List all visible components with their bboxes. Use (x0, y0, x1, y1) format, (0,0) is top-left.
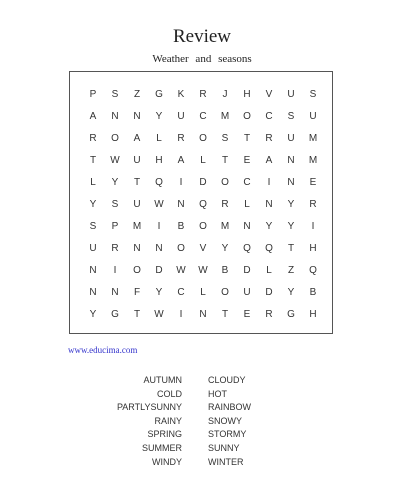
grid-letter: N (155, 243, 163, 254)
grid-letter: O (199, 221, 207, 232)
grid-letter: W (198, 265, 208, 276)
grid-letter: C (199, 111, 207, 122)
grid-letter: Y (287, 221, 295, 232)
word-list-item: COLD (156, 388, 182, 399)
grid-letter: G (111, 309, 119, 320)
word-list-item: RAINY (154, 415, 182, 426)
grid-letter: S (221, 133, 229, 144)
word-list-item: WINTER (208, 456, 244, 467)
grid-letter: N (265, 199, 273, 210)
grid-letter: R (309, 199, 317, 210)
grid-letter: I (311, 221, 315, 232)
grid-letter: P (111, 221, 119, 232)
grid-letter: Y (89, 199, 97, 210)
grid-letter: H (309, 243, 317, 254)
grid-letter: T (287, 243, 295, 254)
grid-letter: M (132, 221, 142, 232)
word-list-item: SUMMER (142, 442, 182, 453)
grid-letter: V (265, 89, 273, 100)
grid-letter: K (177, 89, 185, 100)
grid-letter: Y (287, 199, 295, 210)
grid-letter: N (199, 309, 207, 320)
grid-letter: A (177, 155, 185, 166)
grid-letter: N (287, 177, 295, 188)
letter-grid (82, 84, 324, 326)
grid-letter: R (265, 309, 273, 320)
grid-letter: N (133, 111, 141, 122)
word-list-item: PARTLYSUNNY (116, 402, 182, 413)
grid-letter: M (308, 155, 318, 166)
grid-letter: Y (265, 221, 273, 232)
word-list-item: SPRING (147, 429, 182, 440)
grid-letter: J (222, 89, 228, 100)
page-title: Review (172, 26, 232, 47)
grid-letter: D (199, 177, 207, 188)
grid-letter: W (110, 155, 120, 166)
grid-letter: N (133, 243, 141, 254)
grid-letter: N (177, 199, 185, 210)
grid-letter: N (111, 287, 119, 298)
grid-letter: U (287, 89, 295, 100)
grid-letter: G (287, 309, 295, 320)
grid-letter: Y (287, 287, 295, 298)
grid-letter: O (199, 133, 207, 144)
page-subtitle: Weather and seasons (152, 53, 252, 65)
grid-letter: F (133, 287, 141, 298)
grid-letter: O (221, 287, 229, 298)
word-list-item: STORMY (208, 429, 247, 440)
word-list-item: AUTUMN (143, 375, 182, 385)
grid-letter: E (243, 155, 251, 166)
grid-letter: R (89, 133, 97, 144)
grid-letter: T (243, 133, 251, 144)
grid-letter: U (177, 111, 185, 122)
grid-letter: O (133, 265, 141, 276)
grid-letter: B (309, 287, 317, 298)
grid-letter: O (111, 133, 119, 144)
grid-letter: M (308, 133, 318, 144)
grid-letter: T (221, 155, 229, 166)
grid-letter: I (157, 221, 161, 232)
grid-letter: U (309, 111, 317, 122)
word-search-frame (69, 71, 333, 334)
grid-letter: Y (221, 243, 229, 254)
grid-letter: M (220, 221, 230, 232)
grid-letter: H (309, 309, 317, 320)
grid-letter: N (111, 111, 119, 122)
grid-letter: N (287, 155, 295, 166)
grid-letter: I (179, 309, 183, 320)
grid-letter: S (287, 111, 295, 122)
grid-letter: Q (199, 199, 207, 210)
word-list-item: CLOUDY (208, 375, 246, 385)
word-list-item: SNOWY (208, 415, 243, 426)
grid-letter: Q (155, 177, 163, 188)
grid-letter: N (89, 265, 97, 276)
grid-letter: R (199, 89, 207, 100)
grid-letter: O (243, 111, 251, 122)
grid-letter: G (155, 89, 163, 100)
grid-letter: D (243, 265, 251, 276)
grid-letter: C (265, 111, 273, 122)
grid-letter: R (177, 133, 185, 144)
grid-letter: S (89, 221, 97, 232)
grid-letter: Y (155, 111, 163, 122)
grid-letter: S (111, 199, 119, 210)
grid-letter: W (154, 199, 164, 210)
grid-letter: U (133, 199, 141, 210)
grid-letter: P (89, 89, 97, 100)
grid-letter: R (221, 199, 229, 210)
grid-letter: I (267, 177, 271, 188)
word-list-item: HOT (208, 388, 227, 399)
grid-letter: I (179, 177, 183, 188)
grid-letter: T (221, 309, 229, 320)
grid-letter: L (156, 133, 162, 144)
grid-letter: L (244, 199, 250, 210)
grid-letter: W (154, 309, 164, 320)
grid-letter: V (199, 243, 207, 254)
grid-letter: C (243, 177, 251, 188)
grid-letter: N (89, 287, 97, 298)
word-list-item: SUNNY (208, 442, 240, 453)
grid-letter: R (265, 133, 273, 144)
grid-letter: S (309, 89, 317, 100)
website-link[interactable]: www.educima.com (68, 345, 138, 355)
word-list (100, 374, 300, 469)
grid-letter: O (221, 177, 229, 188)
grid-letter: S (111, 89, 119, 100)
word-list-item: RAINBOW (208, 402, 252, 413)
grid-letter: H (155, 155, 163, 166)
grid-letter: L (200, 287, 206, 298)
grid-letter: B (221, 265, 229, 276)
grid-letter: E (309, 177, 317, 188)
grid-letter: D (155, 265, 163, 276)
grid-letter: C (177, 287, 185, 298)
grid-letter: E (243, 309, 251, 320)
grid-letter: M (220, 111, 230, 122)
grid-letter: D (265, 287, 273, 298)
grid-letter: I (113, 265, 117, 276)
grid-letter: Z (133, 89, 141, 100)
grid-letter: H (243, 89, 251, 100)
grid-letter: Q (243, 243, 251, 254)
grid-letter: N (243, 221, 251, 232)
grid-letter: A (265, 155, 273, 166)
grid-letter: Q (309, 265, 317, 276)
grid-letter: L (200, 155, 206, 166)
grid-letter: U (133, 155, 141, 166)
grid-letter: O (177, 243, 185, 254)
grid-letter: Y (111, 177, 119, 188)
grid-letter: A (133, 133, 141, 144)
grid-letter: T (133, 309, 141, 320)
grid-letter: A (89, 111, 97, 122)
grid-letter: L (266, 265, 272, 276)
grid-letter: T (133, 177, 141, 188)
grid-letter: U (243, 287, 251, 298)
grid-letter: U (287, 133, 295, 144)
grid-letter: Z (287, 265, 295, 276)
grid-letter: R (111, 243, 119, 254)
grid-letter: U (89, 243, 97, 254)
grid-letter: Q (265, 243, 273, 254)
word-list-item: WINDY (152, 456, 182, 467)
grid-letter: T (89, 155, 97, 166)
grid-letter: Y (89, 309, 97, 320)
grid-letter: B (177, 221, 185, 232)
grid-letter: Y (155, 287, 163, 298)
grid-letter: L (90, 177, 96, 188)
grid-letter: W (176, 265, 186, 276)
